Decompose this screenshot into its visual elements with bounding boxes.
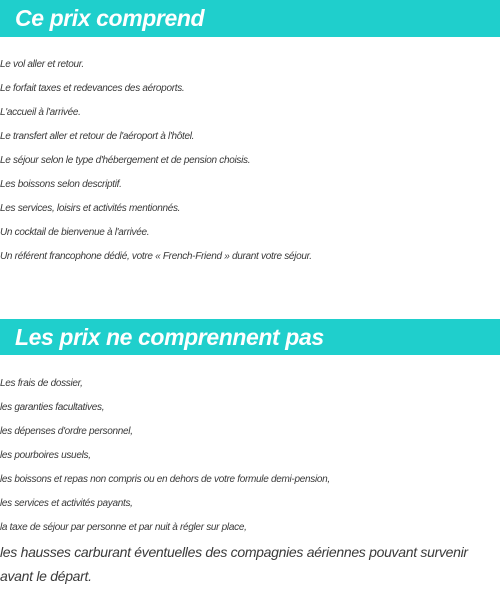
included-list: [0, 53, 500, 269]
list-item: les boissons et repas non compris ou en dehors de votre formule demi-pension,: [0, 474, 330, 485]
list-item: Un cocktail de bienvenue à l'arrivée.: [0, 227, 150, 238]
list-item: Les services, loisirs et activités mentionnés.: [0, 203, 181, 214]
list-item: les garanties facultatives,: [0, 402, 105, 413]
list-item: Le transfert aller et retour de l'aéroport à l'hôtel.: [0, 131, 195, 142]
excluded-header: [0, 319, 500, 355]
included-header: [0, 0, 500, 37]
list-item: Le forfait taxes et redevances des aéroports.: [0, 83, 185, 94]
included-section: [0, 0, 500, 269]
list-item: Les frais de dossier,: [0, 378, 83, 389]
list-item: Les boissons selon descriptif.: [0, 179, 122, 190]
list-item: les pourboires usuels,: [0, 450, 91, 461]
list-item: les services et activités payants,: [0, 498, 133, 509]
list-item: Un référent francophone dédié, votre « French-Friend » durant votre séjour.: [0, 251, 312, 262]
list-item: la taxe de séjour par personne et par nuit à régler sur place,: [0, 522, 247, 533]
included-title: Ce prix comprend: [15, 5, 205, 31]
list-item: les hausses carburant éventuelles des compagnies aériennes pouvant survenir avant le départ.: [0, 544, 468, 584]
excluded-list: [0, 372, 500, 588]
list-item: Le séjour selon le type d'hébergement et de pension choisis.: [0, 155, 251, 166]
list-item: Le vol aller et retour.: [0, 59, 84, 70]
list-item: L'accueil à l'arrivée.: [0, 107, 81, 118]
list-item: les dépenses d'ordre personnel,: [0, 426, 133, 437]
excluded-title: Les prix ne comprennent pas: [15, 323, 324, 350]
excluded-section: [0, 319, 500, 588]
